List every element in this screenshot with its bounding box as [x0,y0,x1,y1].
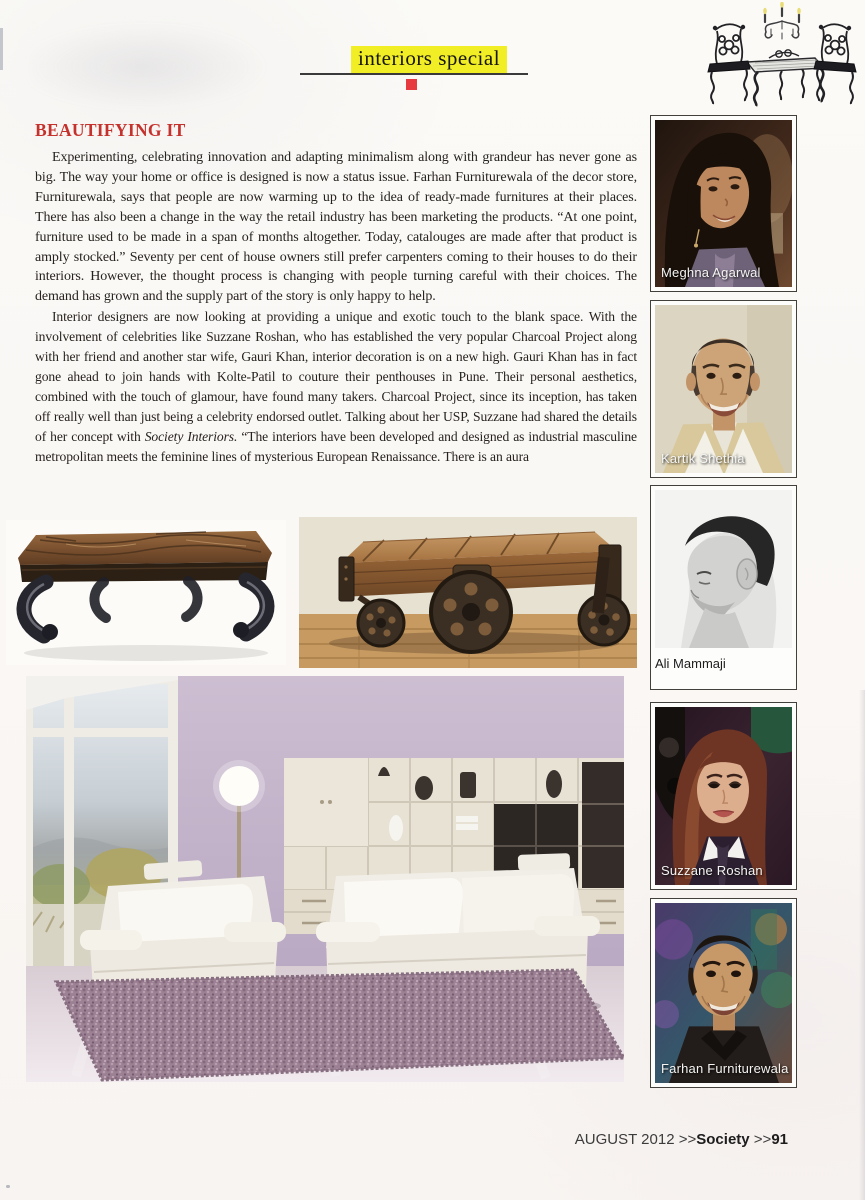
folio-date: AUGUST 2012 [574,1131,679,1148]
portrait-photo [655,903,792,1083]
paragraph-2-text: Interior designers are now looking at providing a unique and exotic touch to the blank space. With the involvement of celebrities like Suzzane Roshan, who has established the very popular Charcoal Project along with her friend and another star wife, Gauri Khan, interior decoration is on a new high. Gauri Khan has in fact gone ahead to join hands with Kolte-Patil to couture their penthouses in Pune. Their personal aesthetics, combined with the touch of glamour, have found many takers. Charcoal Project, since its inception, has taken off really well than just being a celebrity endorsed outlet. Talking about her USP, Suzzane had shared the details of her concept with [35,309,637,444]
portrait-suzzane-roshan [650,702,797,890]
portrait-photo [655,490,792,648]
opium-table-photo [6,520,286,665]
portrait-farhan-furniturewala [650,898,797,1088]
folio-magazine-name: Society [696,1131,750,1148]
portrait-ali-mammaji [650,485,797,690]
page-folio [575,1131,788,1149]
portrait-caption: Kartik Shethia [661,451,745,466]
living-room-photo [26,676,624,1082]
folio-separator: >> [749,1131,772,1148]
portrait-photo [655,305,792,473]
portrait-caption: Meghna Agarwal [661,265,761,280]
portrait-caption: Suzzane Roshan [661,863,763,878]
folio-page-number: 91 [771,1131,788,1148]
article-paragraph-2 [35,307,637,466]
portrait-kartik-shethia [650,300,797,478]
article-paragraph-1: Experimenting, celebrating innovation and adapting minimalism along with grandeur has never gone as big. The way your home or office is designed is now a status issue. Farhan Furniturewala of the decor store, Furniturewala, says that people are now warming up to the idea of ready-made furnitures at their places. There has also been a change in the way the retail industry has been marketing the products. “At one point, furniture used to be made in a span of months altogether. Today, catalouges are made after that product is amply stocked.” Seventy per cent of house owners still prefer carpenters coming to their houses to do their interiors. However, the thought process is changing with people turning careful with their choices. The demand has grown and the supply part of the story is only happy to help. [35,150,637,305]
paragraph-2-continued: “The interiors have been developed and designed as industrial masculine metropolitan meets the feminine lines of mysterious European Renaissance. There is an aura [35,428,637,464]
scan-edge-shade [859,690,865,1200]
iron-chair [708,24,750,104]
article-body [35,120,637,467]
section-rule [300,73,528,75]
portrait-caption: Ali Mammaji [655,656,726,671]
iron-table [747,50,824,106]
scan-ghosting [30,14,310,110]
scan-speck [6,1185,10,1188]
magazine-name-italic: Society Interiors. [144,428,238,444]
scan-edge-mark [0,28,3,70]
portrait-meghna-agarwal [650,115,797,292]
article-headline: BEAUTIFYING IT [35,120,186,140]
cart-table-photo [299,517,637,668]
folio-arrows: >> [678,1131,697,1148]
iron-furniture-illustration [703,2,861,108]
portrait-caption: Farhan Furniturewala [661,1061,789,1076]
portrait-photo [655,120,792,287]
section-title: interiors special [351,46,507,73]
portrait-photo [655,707,792,885]
section-marker-square [406,79,417,90]
